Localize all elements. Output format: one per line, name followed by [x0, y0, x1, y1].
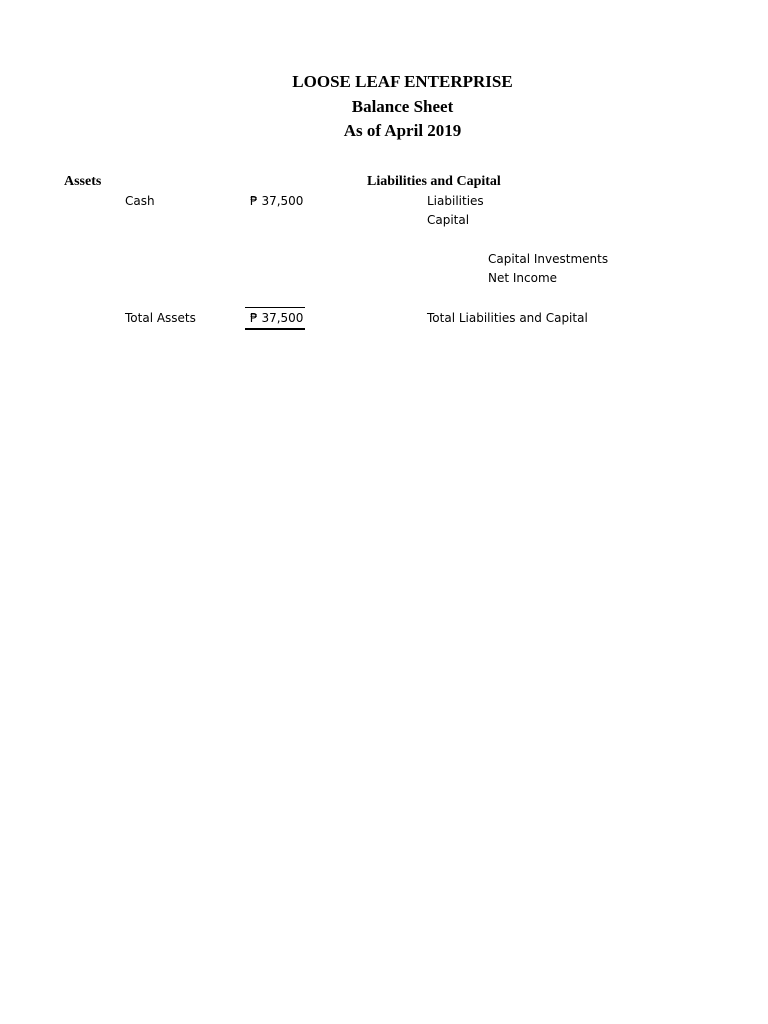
capital-investments-label: Capital Investments: [488, 252, 609, 266]
total-assets-value: ₱ 37,500: [250, 311, 304, 325]
statement-period: As of April 2019: [343, 121, 462, 140]
company-name: LOOSE LEAF ENTERPRISE: [292, 72, 513, 91]
liabilities-capital-heading: Liabilities and Capital: [367, 174, 501, 189]
total-assets-label: Total Assets: [125, 311, 196, 325]
cash-value: ₱ 37,500: [250, 194, 304, 208]
capital-label: Capital: [427, 213, 470, 227]
liabilities-label: Liabilities: [427, 194, 484, 208]
cash-label: Cash: [125, 194, 155, 208]
net-income-label: Net Income: [488, 271, 558, 285]
total-liabilities-capital-label: Total Liabilities and Capital: [427, 311, 588, 325]
statement-title: Balance Sheet: [351, 97, 454, 116]
assets-heading: Assets: [64, 174, 102, 189]
